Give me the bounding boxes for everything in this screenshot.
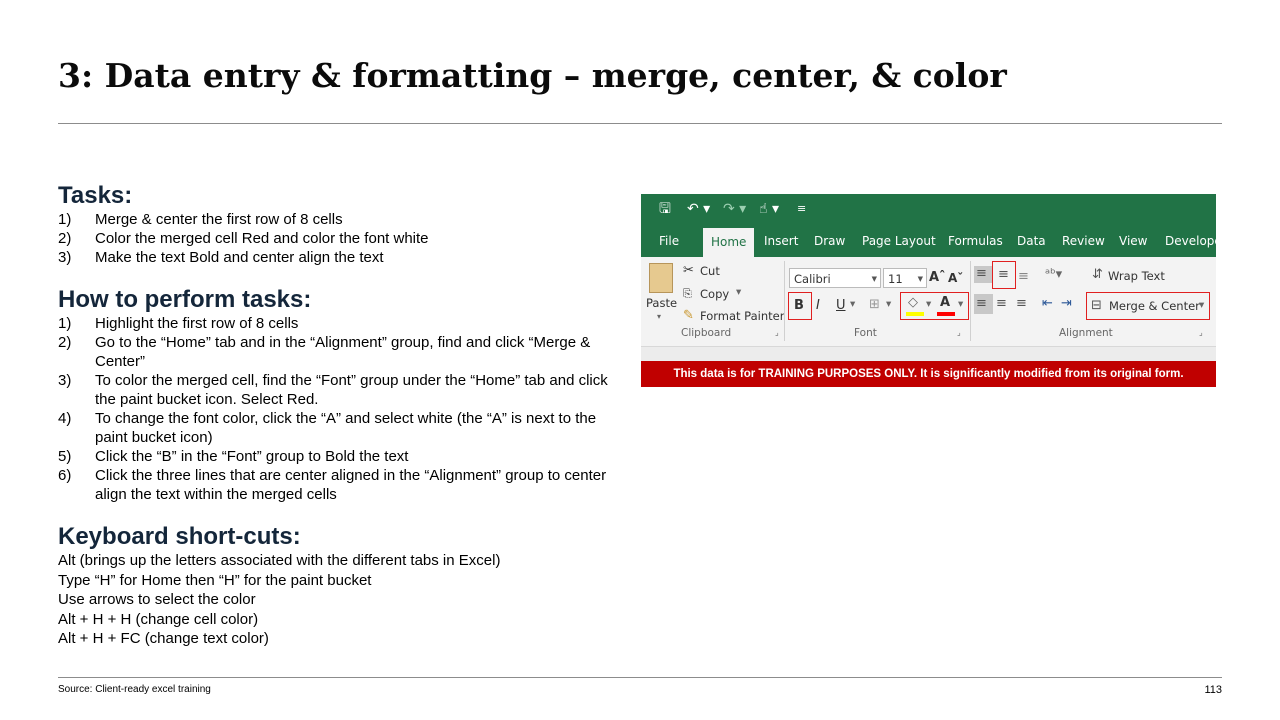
list-item [58,229,618,248]
how-to-list [58,314,618,504]
list-number: 3) [58,249,72,266]
tasks-list [58,210,618,267]
list-text: Click the three lines that are center aligned in the “Alignment” group to center align the text within the merged cells [95,467,607,503]
wrap-text-icon: ⇵ [1092,267,1103,282]
dialog-launcher-icon[interactable]: ⌟ [775,328,779,337]
merge-center-icon: ⊟ [1091,298,1102,313]
undo-icon[interactable]: ↶ ▾ [687,201,711,217]
list-number: 2) [58,230,72,247]
copy-dropdown-icon[interactable]: ▾ [736,286,742,298]
font-group-label: Font [854,327,877,339]
list-number: 1) [58,211,72,228]
font-name-value: Calibri [794,272,831,286]
training-banner: This data is for TRAINING PURPOSES ONLY. It is significantly modified from its original form. [641,361,1216,387]
tab-formulas[interactable]: Formulas [948,234,1003,248]
decrease-font-icon[interactable]: Aˇ [948,271,964,285]
worksheet-grid-strip [641,346,1216,362]
shortcut-line: Use arrows to select the color [58,591,256,608]
save-icon[interactable]: 🖫 [659,201,671,217]
format-painter-button[interactable]: Format Painter [700,309,785,323]
list-item [58,210,618,229]
ribbon-tabs [641,226,1222,257]
cut-button[interactable]: Cut [700,264,720,278]
shortcut-line: Type “H” for Home then “H” for the paint bucket [58,571,372,589]
borders-icon[interactable]: ⊞ [869,297,880,312]
fill-color-dropdown-icon[interactable]: ▾ [926,298,932,310]
align-right-icon[interactable]: ≡ [1016,296,1027,311]
list-item [58,466,618,504]
list-number: 4) [58,410,72,427]
page-number: 113 [1204,684,1222,696]
customize-qat-icon[interactable]: ≡ [797,202,807,215]
instructions-panel [58,182,618,649]
slide-title: 3: Data entry & formatting – merge, center, & color [58,56,1007,95]
how-to-heading: How to perform tasks: [58,286,312,313]
font-color-icon[interactable]: A [940,295,951,310]
paste-icon[interactable] [649,263,673,293]
borders-dropdown-icon[interactable]: ▾ [886,298,892,310]
ribbon-body [641,257,1216,346]
tab-page-layout[interactable]: Page Layout [862,234,936,248]
copy-button[interactable]: Copy [700,287,730,301]
italic-button[interactable]: I [816,298,820,313]
list-text: Color the merged cell Red and color the font white [95,230,429,247]
title-divider [58,123,1222,124]
middle-align-icon[interactable]: ≡ [998,267,1009,282]
font-color-dropdown-icon[interactable]: ▾ [958,298,964,310]
copy-icon: ⎘ [683,287,692,300]
group-divider [784,261,785,341]
list-number: 3) [58,372,72,389]
tab-developer[interactable]: Develope [1165,234,1222,248]
align-left-icon: ≡ [976,296,987,311]
fill-color-swatch [906,312,924,316]
merge-center-button[interactable]: Merge & Center [1109,299,1200,313]
bottom-align-icon[interactable]: ≡ [1018,269,1029,284]
list-item [58,333,618,371]
list-item [58,371,618,409]
wrap-text-button[interactable]: Wrap Text [1108,269,1165,283]
top-align-icon: ≡ [976,266,987,281]
list-text: Click the “B” in the “Font” group to Bold the text [95,448,409,465]
paste-button[interactable]: Paste [646,296,678,310]
paint-bucket-icon[interactable]: ◇ [908,295,918,310]
tab-data[interactable]: Data [1017,234,1046,248]
tab-view[interactable]: View [1119,234,1148,248]
list-number: 2) [58,334,72,351]
list-number: 6) [58,467,72,484]
underline-dropdown-icon[interactable]: ▾ [850,298,856,310]
font-color-swatch [937,312,955,316]
shortcut-line: Alt + H + H (change cell color) [58,610,259,628]
orientation-icon[interactable]: ᵃᵇ▾ [1045,267,1063,282]
tab-review[interactable]: Review [1062,234,1105,248]
merge-center-dropdown-icon[interactable]: ▾ [1199,299,1205,311]
alignment-group-label: Alignment [1059,327,1113,339]
align-center-icon[interactable]: ≡ [996,296,1007,311]
shortcut-line: Alt (brings up the letters associated with the different tabs in Excel) [58,552,501,569]
list-text: Highlight the first row of 8 cells [95,315,299,332]
dialog-launcher-icon[interactable]: ⌟ [1199,328,1203,337]
increase-font-icon[interactable]: Aˆ [929,270,946,285]
font-size-value: 11 [888,272,903,286]
paste-dropdown-icon[interactable]: ▾ [657,312,662,321]
increase-indent-icon[interactable]: ⇥ [1061,296,1072,311]
bold-button[interactable]: B [794,298,804,313]
chevron-down-icon: ▼ [917,275,923,283]
list-text: To change the font color, click the “A” and select white (the “A” is next to the paint bucket icon) [95,410,597,446]
list-text: To color the merged cell, find the “Font” group under the “Home” tab and click the paint bucket icon. Select Red. [95,372,608,408]
underline-button[interactable]: U [836,298,846,313]
quick-access-toolbar [641,194,1216,226]
shortcut-line: Alt + H + FC (change text color) [58,630,269,647]
list-text: Go to the “Home” tab and in the “Alignment” group, find and click “Merge & Center” [95,334,591,370]
font-size-field[interactable] [883,268,927,288]
tab-draw[interactable]: Draw [814,234,846,248]
source-note: Source: Client-ready excel training [58,684,211,695]
cut-icon: ✂ [683,263,694,278]
shortcuts-heading: Keyboard short-cuts: [58,523,301,550]
font-name-field[interactable] [789,268,881,288]
group-divider [970,261,971,341]
list-text: Make the text Bold and center align the text [95,249,384,266]
tab-file[interactable]: File [659,234,680,248]
list-item [58,447,618,466]
list-item [58,314,618,333]
tasks-heading: Tasks: [58,182,133,209]
excel-ribbon-screenshot [641,194,1222,387]
decrease-indent-icon[interactable]: ⇤ [1042,296,1053,311]
list-number: 5) [58,448,72,465]
list-text: Merge & center the first row of 8 cells [95,211,343,228]
tab-insert[interactable]: Insert [764,234,799,248]
clipboard-group-label: Clipboard [681,327,732,339]
list-item [58,409,618,447]
list-item [58,248,618,267]
redo-icon[interactable]: ↷ ▾ [723,201,747,217]
touch-mode-icon[interactable]: ☝ ▾ [759,201,780,217]
tab-home[interactable]: Home [703,228,754,257]
list-number: 1) [58,315,72,332]
chevron-down-icon: ▼ [871,275,877,283]
format-painter-icon: ✎ [683,308,694,323]
footer-divider [58,677,1222,678]
dialog-launcher-icon[interactable]: ⌟ [957,328,961,337]
